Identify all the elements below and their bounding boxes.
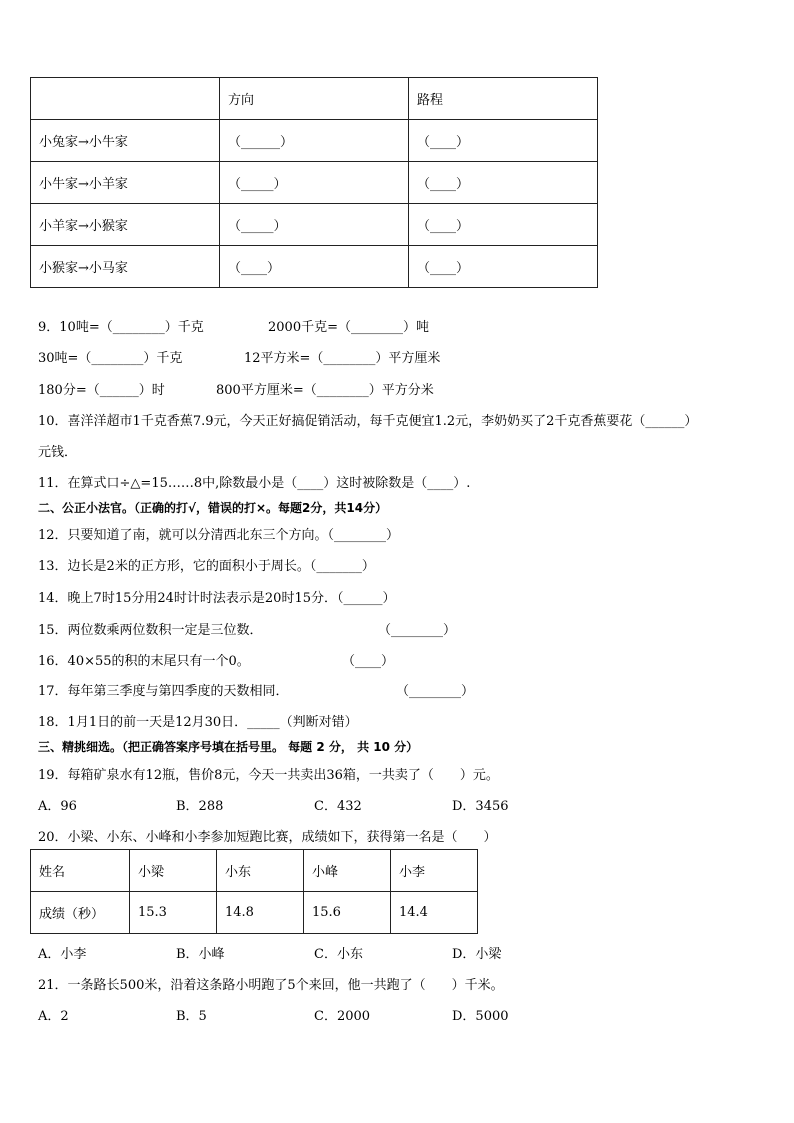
q16-answer-blank: （____） (342, 654, 395, 669)
table-cell: 小李 (391, 850, 478, 892)
table-cell: （____） (409, 120, 598, 162)
q20-option-c: C．小东 (314, 947, 363, 962)
q14-text: 14．晚上7时15分用24时计时法表示是20时15分．（______） (38, 591, 396, 606)
q20-stem: 20．小梁、小东、小峰和小李参加短跑比赛，成绩如下，获得第一名是（ ） (38, 830, 497, 845)
q9-item-e: 180分=（______）时 (38, 383, 165, 398)
table-header-cell (31, 78, 220, 120)
q20-option-b: B．小峰 (176, 947, 225, 962)
q9-item-b: 2000千克=（________）吨 (268, 320, 429, 335)
table-cell: （____） (409, 204, 598, 246)
q21-option-a: A．2 (38, 1009, 69, 1024)
q10-line2: 元钱． (38, 445, 78, 460)
q9-item-d: 12平方米=（________）平方厘米 (244, 351, 441, 366)
table-row (31, 850, 478, 892)
route-table (30, 77, 598, 288)
table-cell: 姓名 (31, 850, 130, 892)
table-cell: 成绩（秒） (31, 892, 130, 934)
q20-option-d: D．小梁 (452, 947, 502, 962)
q13-text: 13．边长是2米的正方形，它的面积小于周长。（_______） (38, 559, 375, 574)
table-cell: 小梁 (130, 850, 217, 892)
table-cell: 14.4 (391, 892, 478, 934)
race-results-table (30, 849, 478, 934)
q19-stem: 19．每箱矿泉水有12瓶，售价8元，今天一共卖出36箱，一共卖了（ ）元。 (38, 768, 499, 783)
q20-option-a: A．小李 (38, 947, 87, 962)
table-row (31, 162, 598, 204)
table-cell: （_____） (220, 204, 409, 246)
table-cell: 小峰 (304, 850, 391, 892)
q9-item-c: 30吨=（________）千克 (38, 351, 183, 366)
q17-answer-blank: （________） (396, 684, 475, 699)
table-cell: 15.3 (130, 892, 217, 934)
q21-stem: 21．一条路长500米，沿着这条路小明跑了5个来回，他一共跑了（ ）千米。 (38, 978, 504, 993)
q18-text: 18．1月1日的前一天是12月30日．_____（判断对错） (38, 715, 358, 730)
table-header-cell: 路程 (409, 78, 598, 120)
table-cell: （____） (409, 162, 598, 204)
q21-option-b: B．5 (176, 1009, 207, 1024)
table-cell: 15.6 (304, 892, 391, 934)
table-cell: （______） (220, 120, 409, 162)
q19-option-c: C．432 (314, 799, 362, 814)
q21-option-d: D．5000 (452, 1009, 509, 1024)
section-2-heading: 二、公正小法官。（正确的打√，错误的打×。每题2分，共14分） (38, 501, 388, 515)
q12-text: 12．只要知道了南，就可以分清西北东三个方向。（________） (38, 528, 400, 543)
table-cell: （____） (220, 246, 409, 288)
q10-line1: 10．喜洋洋超市1千克香蕉7.9元，今天正好搞促销活动，每千克便宜1.2元，李奶奶买了2千克香蕉要花（______） (38, 414, 698, 429)
table-header-row (31, 78, 598, 120)
table-cell: 小猴家→小马家 (31, 246, 220, 288)
table-row (31, 120, 598, 162)
q11-text: 11．在算式口÷△=15……8中,除数最小是（____）这时被除数是（____）. (38, 476, 471, 491)
table-row (31, 892, 478, 934)
q19-option-d: D．3456 (452, 799, 509, 814)
q19-option-b: B．288 (176, 799, 224, 814)
table-cell: 小兔家→小牛家 (31, 120, 220, 162)
table-cell: 小东 (217, 850, 304, 892)
q16-text: 16．40×55的积的末尾只有一个0。 (38, 654, 250, 669)
q15-answer-blank: （________） (378, 623, 457, 638)
q21-option-c: C．2000 (314, 1009, 371, 1024)
q15-text: 15．两位数乘两位数积一定是三位数． (38, 623, 263, 638)
table-header-cell: 方向 (220, 78, 409, 120)
table-cell: 小羊家→小猴家 (31, 204, 220, 246)
table-cell: 小牛家→小羊家 (31, 162, 220, 204)
table-row (31, 204, 598, 246)
q9-item-f: 800平方厘米=（________）平方分米 (216, 383, 434, 398)
section-3-heading: 三、精挑细选。（把正确答案序号填在括号里。 每题 2 分， 共 10 分） (38, 740, 419, 754)
q9-item-a: 9．10吨=（________）千克 (38, 320, 204, 335)
table-cell: 14.8 (217, 892, 304, 934)
table-cell: （____） (409, 246, 598, 288)
q19-option-a: A．96 (38, 799, 77, 814)
q17-text: 17．每年第三季度与第四季度的天数相同． (38, 684, 289, 699)
table-cell: （_____） (220, 162, 409, 204)
table-row (31, 246, 598, 288)
